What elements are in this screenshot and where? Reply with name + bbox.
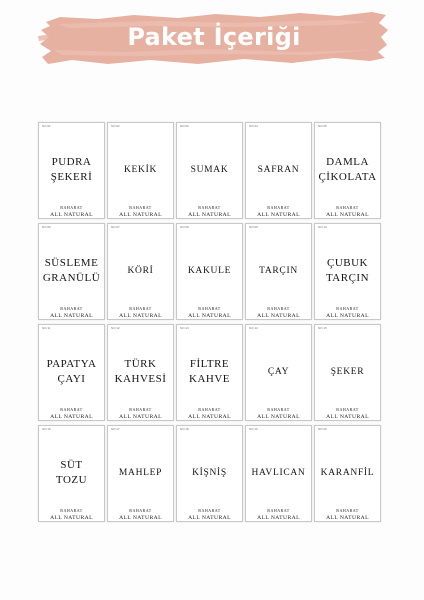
label-code: NO:18 xyxy=(180,428,189,431)
label-code: NO:11 xyxy=(42,327,51,330)
label-name xyxy=(177,442,242,504)
label-name-line: SÜSLEME xyxy=(44,257,99,269)
label-tagline: ALL NATURAL xyxy=(326,211,369,218)
label-tagline: ALL NATURAL xyxy=(119,514,162,521)
label-code: NO:13 xyxy=(180,327,189,330)
label-tagline: ALL NATURAL xyxy=(50,312,93,319)
label-name-line: SAFRAN xyxy=(257,164,300,175)
label-card xyxy=(314,122,381,219)
label-tagline: ALL NATURAL xyxy=(326,312,369,319)
label-card xyxy=(176,223,243,320)
label-name-line: KAHVESİ xyxy=(114,373,167,385)
label-name xyxy=(177,341,242,403)
label-code: NO:20 xyxy=(318,428,327,431)
label-name-line: TOZU xyxy=(55,474,88,486)
label-name xyxy=(315,139,380,201)
label-category: BAHARAT xyxy=(129,407,152,412)
label-name-line: KİŞNİŞ xyxy=(192,467,227,478)
label-name xyxy=(315,240,380,302)
label-name-line: HAVLICAN xyxy=(251,467,306,478)
page-title: Paket İçeriği xyxy=(127,23,301,51)
label-tagline: ALL NATURAL xyxy=(257,514,300,521)
label-tagline: ALL NATURAL xyxy=(50,211,93,218)
label-name-line: TARÇIN xyxy=(259,265,298,276)
label-name-line: PUDRA xyxy=(51,156,92,168)
label-name-line: ŞEKERİ xyxy=(50,171,93,183)
label-name-line: ÇUBUK xyxy=(326,257,368,269)
label-code: NO:09 xyxy=(249,226,258,229)
label-category: BAHARAT xyxy=(198,306,221,311)
label-name-line: ÇİKOLATA xyxy=(318,171,377,183)
label-category: BAHARAT xyxy=(129,205,152,210)
label-card xyxy=(107,425,174,522)
label-category: BAHARAT xyxy=(336,407,359,412)
label-code: NO:12 xyxy=(111,327,120,330)
label-tagline: ALL NATURAL xyxy=(326,413,369,420)
label-card xyxy=(176,122,243,219)
label-card xyxy=(314,223,381,320)
label-name-line: ÇAY xyxy=(267,366,290,377)
label-card xyxy=(314,425,381,522)
label-card xyxy=(245,324,312,421)
label-category: BAHARAT xyxy=(267,205,290,210)
label-category: BAHARAT xyxy=(267,407,290,412)
label-tagline: ALL NATURAL xyxy=(257,312,300,319)
label-name-line: DAMLA xyxy=(326,156,369,168)
label-name-line: KÖRİ xyxy=(127,265,154,276)
label-category: BAHARAT xyxy=(60,407,83,412)
label-tagline: ALL NATURAL xyxy=(257,211,300,218)
label-card xyxy=(245,122,312,219)
label-category: BAHARAT xyxy=(60,205,83,210)
label-name xyxy=(39,341,104,403)
label-tagline: ALL NATURAL xyxy=(119,312,162,319)
label-name-line: TARÇIN xyxy=(325,272,370,284)
label-name xyxy=(177,139,242,201)
label-tagline: ALL NATURAL xyxy=(50,413,93,420)
label-code: NO:19 xyxy=(249,428,258,431)
label-name-line: MAHLEP xyxy=(118,467,163,478)
label-name-line: FİLTRE xyxy=(189,358,230,370)
label-card xyxy=(107,324,174,421)
label-name xyxy=(108,240,173,302)
label-name-line: GRANÜLÜ xyxy=(42,272,101,284)
label-category: BAHARAT xyxy=(198,407,221,412)
label-category: BAHARAT xyxy=(198,205,221,210)
label-name-line: SÜT xyxy=(60,459,83,471)
label-code: NO:07 xyxy=(111,226,120,229)
label-category: BAHARAT xyxy=(129,508,152,513)
label-name-line: TÜRK xyxy=(124,358,157,370)
label-card xyxy=(38,223,105,320)
label-tagline: ALL NATURAL xyxy=(188,312,231,319)
label-name xyxy=(177,240,242,302)
label-code: NO:01 xyxy=(42,125,51,128)
label-code: NO:15 xyxy=(318,327,327,330)
label-category: BAHARAT xyxy=(336,306,359,311)
label-name xyxy=(246,442,311,504)
header-banner xyxy=(38,6,390,68)
label-tagline: ALL NATURAL xyxy=(188,211,231,218)
label-tagline: ALL NATURAL xyxy=(257,413,300,420)
label-tagline: ALL NATURAL xyxy=(326,514,369,521)
label-name-line: PAPATYA xyxy=(46,358,97,370)
label-category: BAHARAT xyxy=(60,508,83,513)
label-card xyxy=(107,122,174,219)
label-card xyxy=(38,324,105,421)
label-card xyxy=(314,324,381,421)
label-category: BAHARAT xyxy=(267,508,290,513)
label-name xyxy=(108,341,173,403)
label-category: BAHARAT xyxy=(267,306,290,311)
label-name xyxy=(246,341,311,403)
label-name-line: KAHVE xyxy=(189,373,230,385)
label-name xyxy=(108,139,173,201)
label-name xyxy=(246,139,311,201)
label-card xyxy=(107,223,174,320)
label-card xyxy=(176,425,243,522)
label-category: BAHARAT xyxy=(336,205,359,210)
label-code: NO:03 xyxy=(180,125,189,128)
label-code: NO:04 xyxy=(249,125,258,128)
label-name-line: ŞEKER xyxy=(330,366,365,377)
label-name xyxy=(39,139,104,201)
label-code: NO:02 xyxy=(111,125,120,128)
label-name xyxy=(315,341,380,403)
label-name-line: KARANFİL xyxy=(320,467,375,478)
label-code: NO:05 xyxy=(318,125,327,128)
label-card xyxy=(38,122,105,219)
label-category: BAHARAT xyxy=(60,306,83,311)
label-name-line: KAKULE xyxy=(187,265,232,276)
label-tagline: ALL NATURAL xyxy=(188,514,231,521)
label-card xyxy=(245,425,312,522)
label-name xyxy=(39,442,104,504)
label-card xyxy=(245,223,312,320)
label-code: NO:17 xyxy=(111,428,120,431)
label-code: NO:10 xyxy=(318,226,327,229)
label-tagline: ALL NATURAL xyxy=(119,211,162,218)
label-name-line: SUMAK xyxy=(190,164,229,175)
label-card xyxy=(38,425,105,522)
label-name xyxy=(246,240,311,302)
label-category: BAHARAT xyxy=(198,508,221,513)
label-code: NO:08 xyxy=(180,226,189,229)
label-tagline: ALL NATURAL xyxy=(188,413,231,420)
label-name xyxy=(108,442,173,504)
label-name-line: ÇAYI xyxy=(57,373,86,385)
label-tagline: ALL NATURAL xyxy=(119,413,162,420)
label-grid xyxy=(38,122,381,522)
label-tagline: ALL NATURAL xyxy=(50,514,93,521)
label-category: BAHARAT xyxy=(129,306,152,311)
label-name xyxy=(39,240,104,302)
label-card xyxy=(176,324,243,421)
label-name xyxy=(315,442,380,504)
label-code: NO:14 xyxy=(249,327,258,330)
label-category: BAHARAT xyxy=(336,508,359,513)
label-code: NO:06 xyxy=(42,226,51,229)
label-code: NO:16 xyxy=(42,428,51,431)
label-name-line: KEKİK xyxy=(123,164,158,175)
